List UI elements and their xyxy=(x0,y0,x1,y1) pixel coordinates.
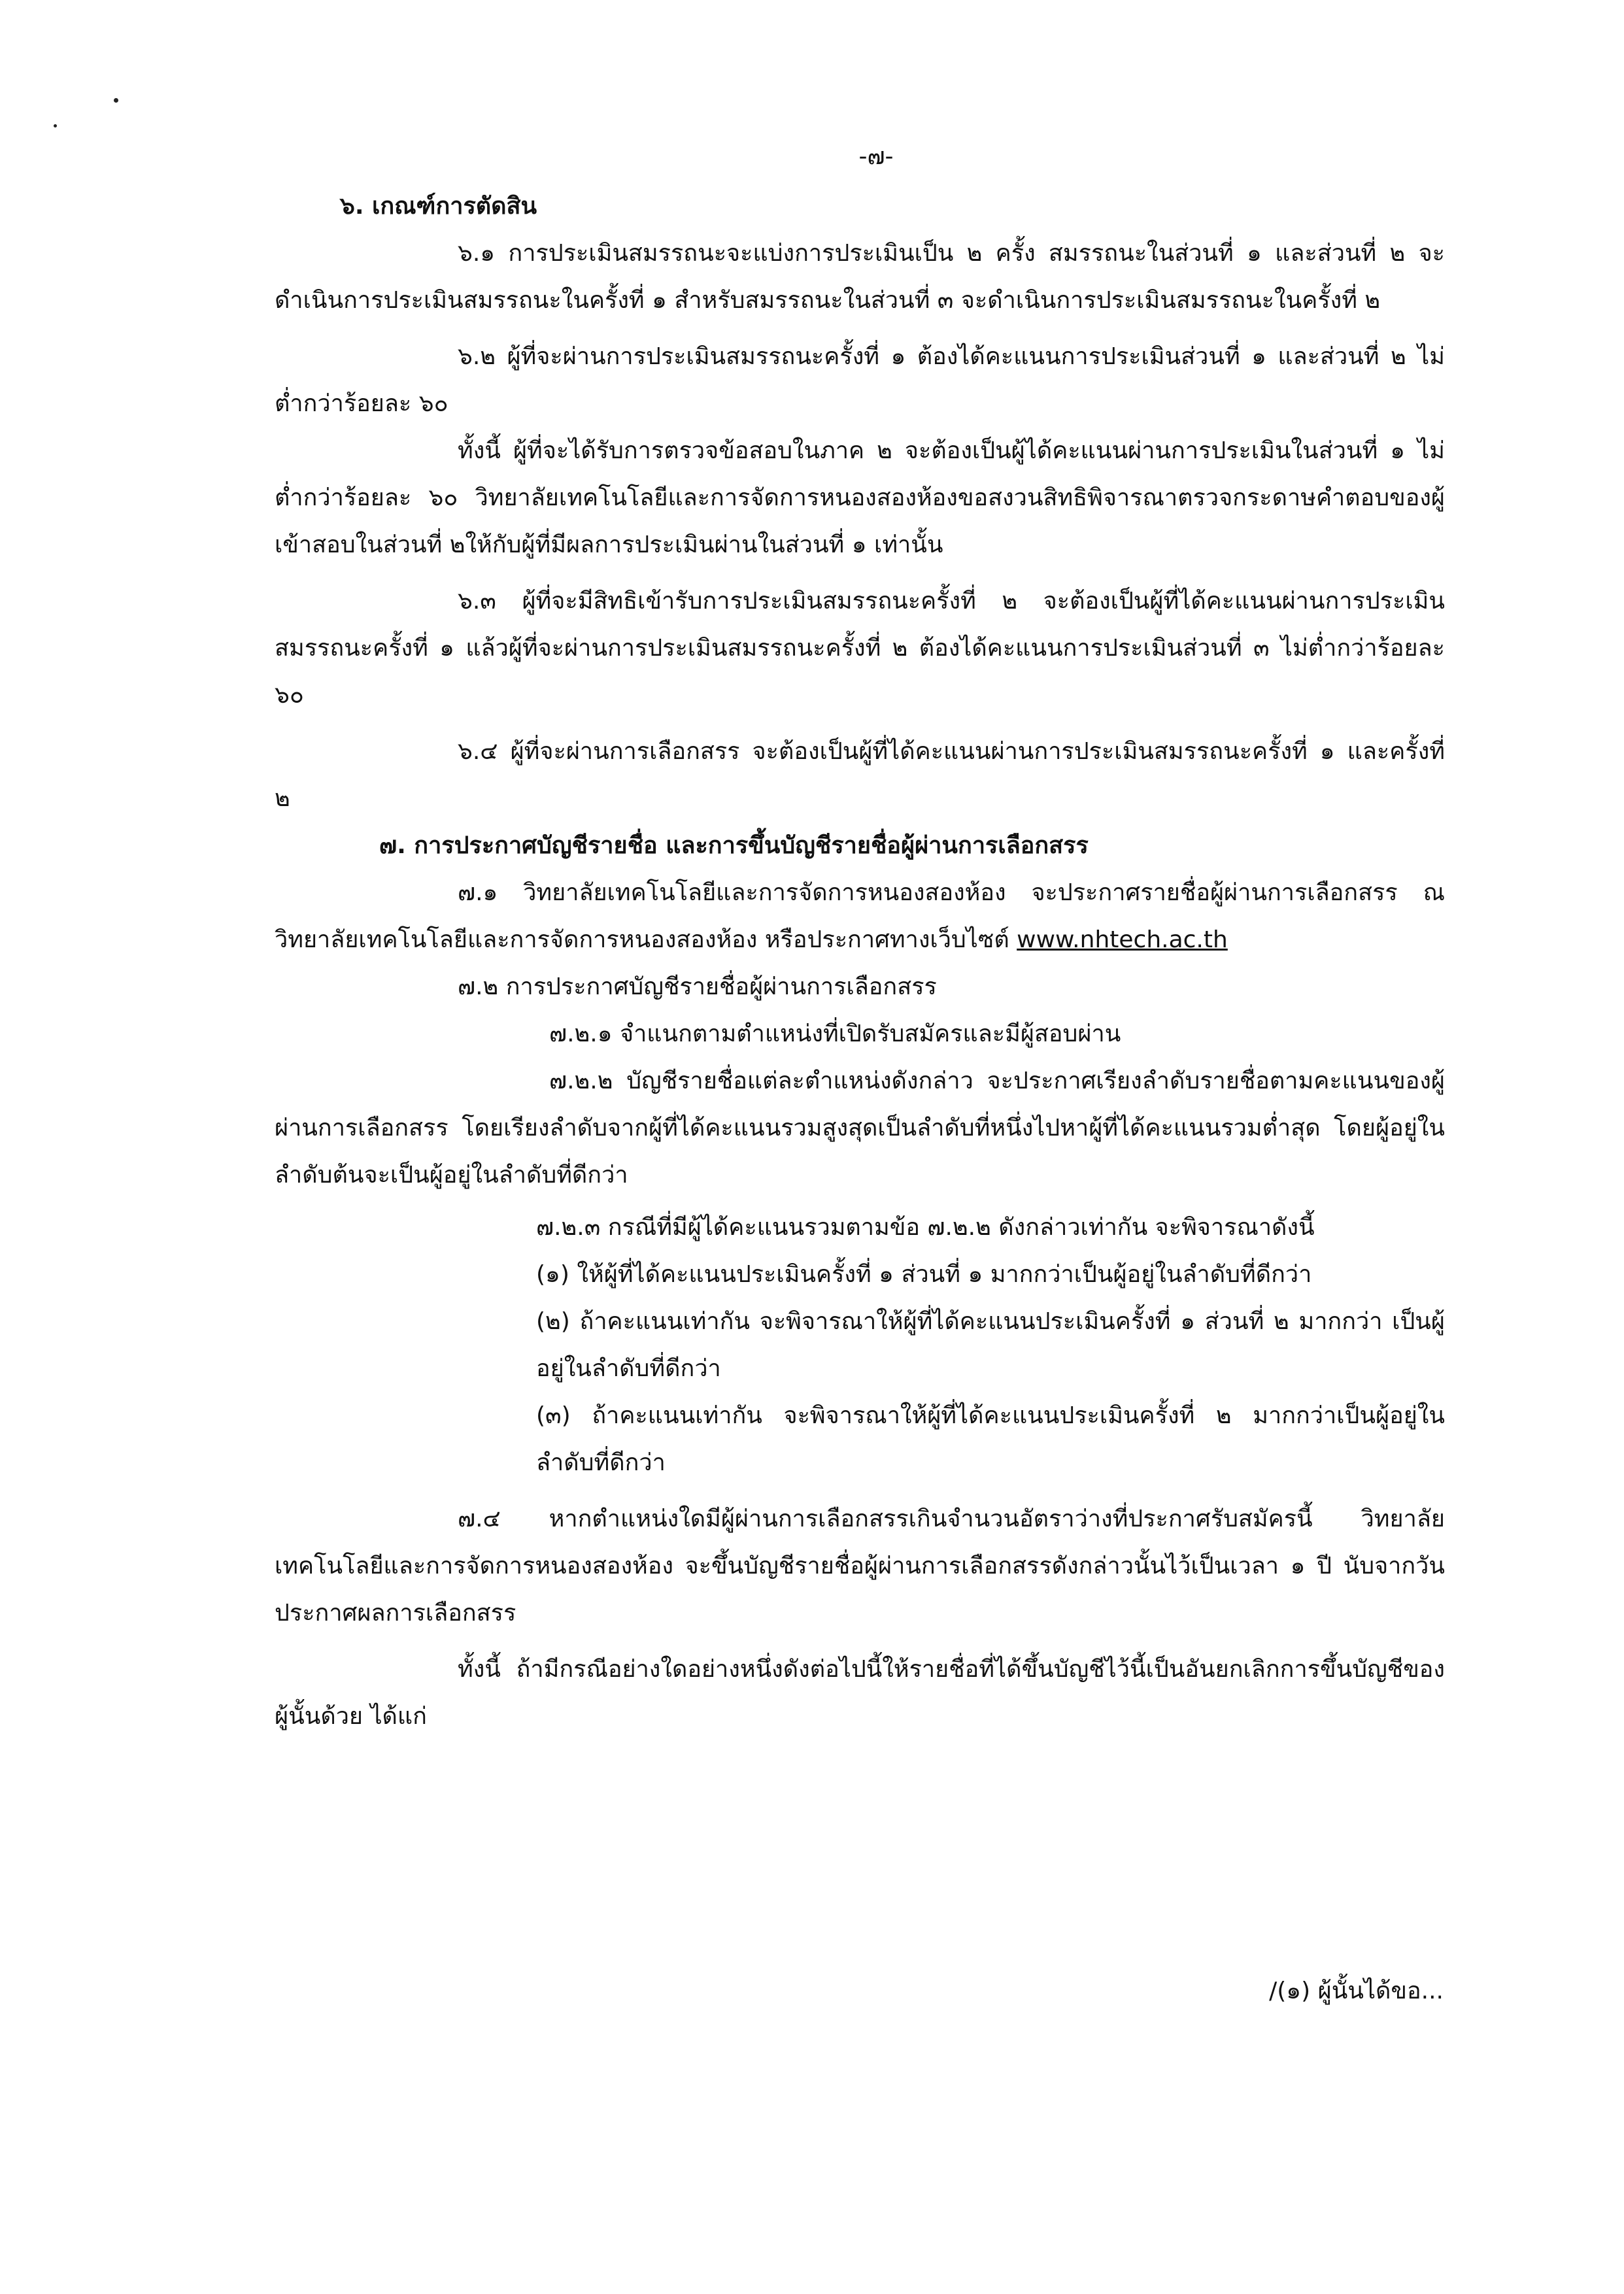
clause-7-2-3-item-1: (๑) ให้ผู้ที่ได้คะแนนประเมินครั้งที่ ๑ ส่วนที่ ๑ มากกว่าเป็นผู้อยู่ในลำดับที่ดีกว่า xyxy=(536,1261,1312,1288)
clause-6-1: ๖.๑ การประเมินสมรรถนะจะแบ่งการประเมินเป็น ๒ ครั้ง สมรรถนะในส่วนที่ ๑ และส่วนที่ ๒ จะดำเนินการประเมินสมรรถนะในครั้งที่ ๑ สำหรับสมรรถนะในส่วนที่ ๓ จะดำเนินการประเมินสมรรถนะในครั้งที่ ๒ xyxy=(275,240,1445,314)
section-6-heading: ๖. เกณฑ์การตัดสิน xyxy=(340,193,537,220)
clause-6-3: ๖.๓ ผู้ที่จะมีสิทธิเข้ารับการประเมินสมรรถนะครั้งที่ ๒ จะต้องเป็นผู้ที่ได้คะแนนผ่านการประเมินสมรรถนะครั้งที่ ๑ แล้วผู้ที่จะผ่านการประเมินสมรรถนะครั้งที่ ๒ ต้องได้คะแนนการประเมินส่วนที่ ๓ ไม่ต่ำกว่าร้อยละ ๖๐ xyxy=(275,588,1445,709)
clause-7-2-1: ๗.๒.๑ จำแนกตามตำแหน่งที่เปิดรับสมัครและมีผู้สอบผ่าน xyxy=(549,1020,1121,1047)
clause-7-4: ๗.๔ หากตำแหน่งใดมีผู้ผ่านการเลือกสรรเกินจำนวนอัตราว่างที่ประกาศรับสมัครนี้ วิทยาลัยเทคโนโลยีและการจัดการหนองสองห้อง จะขึ้นบัญชีรายชื่อผู้ผ่านการเลือกสรรดังกล่าวนั้นไว้เป็นเวลา ๑ ปี นับจากวันประกาศผลการเลือกสรร xyxy=(275,1506,1445,1627)
scan-speck xyxy=(54,124,57,127)
clause-7-2-3-item-3: (๓) ถ้าคะแนนเท่ากัน จะพิจารณาให้ผู้ที่ได้คะแนนประเมินครั้งที่ ๒ มากกว่าเป็นผู้อยู่ในลำดับที่ดีกว่า xyxy=(536,1402,1445,1476)
scan-speck xyxy=(114,98,118,103)
website-link[interactable]: www.nhtech.ac.th xyxy=(1017,926,1228,953)
clause-6-4: ๖.๔ ผู้ที่จะผ่านการเลือกสรร จะต้องเป็นผู้ที่ได้คะแนนผ่านการประเมินสมรรถนะครั้งที่ ๑ และครั้งที่ ๒ xyxy=(275,738,1445,812)
clause-7-1 xyxy=(275,869,1445,964)
clause-7-2-3: ๗.๒.๓ กรณีที่มีผู้ได้คะแนนรวมตามข้อ ๗.๒.๒ ดังกล่าวเท่ากัน จะพิจารณาดังนี้ xyxy=(536,1214,1315,1241)
clause-7-2: ๗.๒ การประกาศบัญชีรายชื่อผู้ผ่านการเลือกสรร xyxy=(458,973,937,1000)
clause-7-1-text: ๗.๑ วิทยาลัยเทคโนโลยีและการจัดการหนองสองห้อง จะประกาศรายชื่อผู้ผ่านการเลือกสรร ณ วิทยาลัยเทคโนโลยีและการจัดการหนองสองห้อง หรือประกาศทางเว็บไซต์ xyxy=(275,879,1445,953)
clause-7-2-2: ๗.๒.๒ บัญชีรายชื่อแต่ละตำแหน่งดังกล่าว จะประกาศเรียงลำดับรายชื่อตามคะแนนของผู้ผ่านการเลือกสรร โดยเรียงลำดับจากผู้ที่ได้คะแนนรวมสูงสุดเป็นลำดับที่หนึ่งไปหาผู้ที่ได้คะแนนรวมต่ำสุด โดยผู้อยู่ในลำดับต้นจะเป็นผู้อยู่ในลำดับที่ดีกว่า xyxy=(275,1068,1445,1189)
clause-7-2-3-item-2: (๒) ถ้าคะแนนเท่ากัน จะพิจารณาให้ผู้ที่ได้คะแนนประเมินครั้งที่ ๑ ส่วนที่ ๒ มากกว่า เป็นผู้อยู่ในลำดับที่ดีกว่า xyxy=(536,1308,1445,1382)
clause-6-2: ๖.๒ ผู้ที่จะผ่านการประเมินสมรรถนะครั้งที่ ๑ ต้องได้คะแนนการประเมินส่วนที่ ๑ และส่วนที่ ๒ ไม่ต่ำกว่าร้อยละ ๖๐ xyxy=(275,343,1445,417)
clause-6-2-note: ทั้งนี้ ผู้ที่จะได้รับการตรวจข้อสอบในภาค ๒ จะต้องเป็นผู้ได้คะแนนผ่านการประเมินในส่วนที่ ๑ ไม่ต่ำกว่าร้อยละ ๖๐ วิทยาลัยเทคโนโลยีและการจัดการหนองสองห้องขอสงวนสิทธิพิจารณาตรวจกระดาษคำตอบของผู้เข้าสอบในส่วนที่ ๒ให้กับผู้ที่มีผลการประเมินผ่านในส่วนที่ ๑ เท่านั้น xyxy=(275,437,1445,558)
section-7-heading: ๗. การประกาศบัญชีรายชื่อ และการขึ้นบัญชีรายชื่อผู้ผ่านการเลือกสรร xyxy=(379,832,1089,859)
clause-7-4-note: ทั้งนี้ ถ้ามีกรณีอย่างใดอย่างหนึ่งดังต่อไปนี้ให้รายชื่อที่ได้ขึ้นบัญชีไว้นี้เป็นอันยกเลิกการขึ้นบัญชีของผู้นั้นด้วย ได้แก่ xyxy=(275,1656,1445,1730)
document-body xyxy=(275,183,1445,1740)
continuation-marker: /(๑) ผู้นั้นได้ขอ... xyxy=(1269,1978,1444,2004)
page-number: -๗- xyxy=(858,143,894,170)
